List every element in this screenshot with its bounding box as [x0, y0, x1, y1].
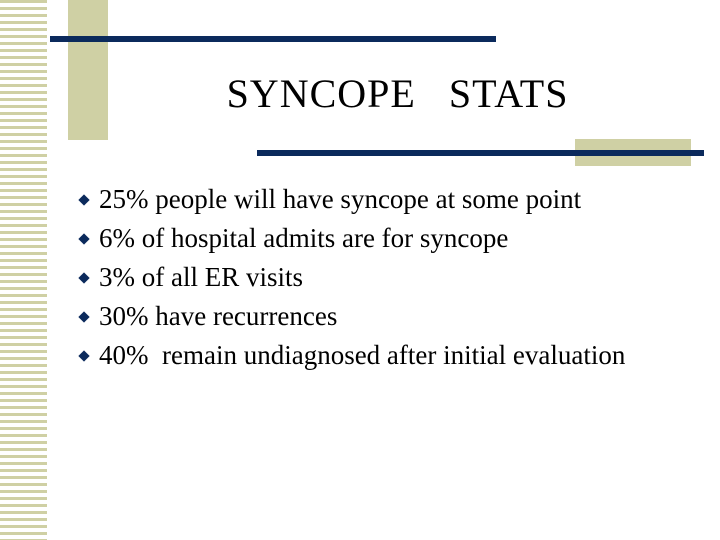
bullet-text: 6% of hospital admits are for syncope	[99, 223, 509, 253]
diamond-bullet-icon	[78, 350, 89, 361]
title-decoration-bar-top	[50, 36, 496, 42]
left-striped-strip	[0, 0, 50, 540]
bullet-text: 40% remain undiagnosed after initial evaluation	[99, 340, 626, 370]
bullet-item	[76, 180, 696, 219]
title-decoration-bar-bottom	[257, 150, 704, 156]
bullet-item	[76, 258, 696, 297]
diamond-bullet-icon	[78, 311, 89, 322]
title-decoration-block-top	[68, 0, 108, 140]
slide-title: SYNCOPE STATS	[226, 71, 569, 116]
bullet-text: 25% people will have syncope at some point	[99, 184, 582, 214]
bullet-text: 3% of all ER visits	[99, 262, 303, 292]
diamond-bullet-icon	[78, 194, 89, 205]
bullet-text: 30% have recurrences	[99, 301, 338, 331]
bullet-item	[76, 336, 696, 375]
left-strip-edge	[47, 0, 50, 540]
diamond-bullet-icon	[78, 272, 89, 283]
bullet-item	[76, 297, 696, 336]
bullet-item	[76, 219, 696, 258]
bullet-list	[76, 180, 696, 375]
diamond-bullet-icon	[78, 233, 89, 244]
